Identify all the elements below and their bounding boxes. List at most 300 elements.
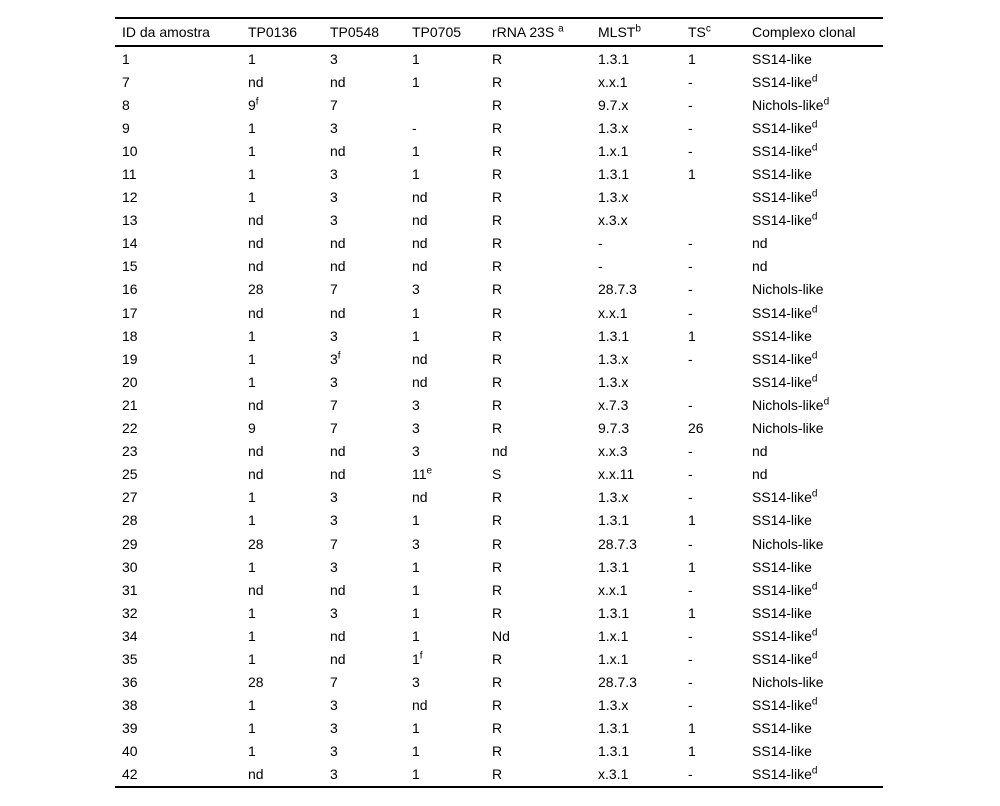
table-cell: 1 bbox=[412, 766, 420, 783]
table-cell: 1 bbox=[248, 119, 256, 136]
table-cell: 3 bbox=[330, 512, 338, 529]
table-row bbox=[115, 393, 883, 416]
table-cell: 1.3.x bbox=[598, 697, 629, 714]
table-body bbox=[115, 46, 883, 787]
table-cell: 3 bbox=[412, 396, 420, 413]
table-cell: 3 bbox=[330, 743, 338, 760]
table-row bbox=[115, 509, 883, 532]
table-cell: 1 bbox=[248, 720, 256, 737]
table-cell: 3 bbox=[330, 50, 338, 67]
table-cell: 1 bbox=[412, 604, 420, 621]
table-cell: - bbox=[688, 627, 693, 644]
table-cell: 1 bbox=[412, 512, 420, 529]
table-cell: 28 bbox=[122, 512, 138, 529]
table-cell: 1 bbox=[248, 350, 256, 367]
table-cell: 1 bbox=[248, 142, 256, 159]
table-cell: 1 bbox=[248, 558, 256, 575]
table-cell: R bbox=[492, 373, 503, 390]
table-header bbox=[115, 18, 883, 46]
column-header: Complexo clonal bbox=[752, 18, 883, 46]
table-cell: 1 bbox=[412, 581, 420, 598]
table-cell: R bbox=[492, 281, 503, 298]
table-cell: 9 bbox=[122, 119, 130, 136]
table-cell: 1 bbox=[688, 720, 696, 737]
table-cell: nd bbox=[752, 443, 768, 460]
table-cell: SS14-like$^d$ bbox=[752, 488, 818, 506]
table-cell: 28.7.3 bbox=[598, 281, 637, 298]
table-row bbox=[115, 46, 883, 70]
table-cell: 1 bbox=[248, 489, 256, 506]
superscript-footnote-marker: d bbox=[811, 142, 818, 154]
table-cell: 3 bbox=[412, 674, 420, 691]
table-row bbox=[115, 417, 883, 440]
table-row bbox=[115, 555, 883, 578]
column-header: MLST$^b$ bbox=[598, 18, 688, 46]
superscript-footnote-marker: d bbox=[811, 303, 818, 315]
table-cell: 3 bbox=[330, 697, 338, 714]
table-cell: 3 bbox=[330, 489, 338, 506]
table-cell: nd bbox=[330, 627, 346, 644]
table-cell: 1.3.1 bbox=[598, 50, 630, 67]
table-cell: 1.3.x bbox=[598, 489, 629, 506]
table-cell: SS14-like$^d$ bbox=[752, 350, 818, 367]
table-cell: 1.3.1 bbox=[598, 327, 630, 344]
table-cell: - bbox=[688, 304, 693, 321]
table-cell: SS14-like$^d$ bbox=[752, 373, 818, 390]
table-row bbox=[115, 578, 883, 601]
table-cell: 38 bbox=[122, 697, 138, 714]
table-cell: 1 bbox=[248, 743, 256, 760]
table-row bbox=[115, 370, 883, 393]
table-cell: - bbox=[688, 466, 693, 483]
table-cell: 1.x.1 bbox=[598, 650, 629, 667]
table-cell: 3 bbox=[330, 558, 338, 575]
table-cell: 1.3.x bbox=[598, 189, 629, 206]
table-cell: - bbox=[598, 235, 603, 252]
table-row bbox=[115, 486, 883, 509]
table-cell: 1 bbox=[688, 604, 696, 621]
table-cell: nd bbox=[330, 235, 346, 252]
table-cell: 1 bbox=[248, 327, 256, 344]
table-cell: 19 bbox=[122, 350, 138, 367]
table-cell: 3 bbox=[330, 327, 338, 344]
table-cell: 1 bbox=[248, 166, 256, 183]
table-cell: 7 bbox=[330, 281, 338, 298]
column-header: TP0136 bbox=[248, 18, 330, 46]
table-cell: SS14-like$^d$ bbox=[752, 765, 818, 783]
table-cell: nd bbox=[752, 235, 768, 252]
table-row bbox=[115, 624, 883, 647]
table-cell: 1 bbox=[412, 73, 420, 90]
table-cell: 1 bbox=[248, 604, 256, 621]
table-cell: nd bbox=[330, 443, 346, 460]
header-row bbox=[115, 18, 883, 46]
table-cell: R bbox=[492, 73, 503, 90]
table-cell: R bbox=[492, 235, 503, 252]
table-cell: 9 bbox=[248, 420, 256, 437]
table-cell: nd bbox=[330, 258, 346, 275]
table-cell: R bbox=[492, 535, 503, 552]
table-cell: nd bbox=[412, 212, 428, 229]
table-cell: 36 bbox=[122, 674, 138, 691]
table-cell: - bbox=[688, 142, 693, 159]
table-cell bbox=[688, 209, 752, 232]
table-cell: nd bbox=[248, 73, 264, 90]
table-cell: x.3.1 bbox=[598, 766, 629, 783]
table-row bbox=[115, 347, 883, 370]
table-cell: Nichols-like bbox=[752, 420, 824, 437]
superscript-footnote-marker: d bbox=[811, 188, 818, 200]
table-cell: 1 bbox=[412, 743, 420, 760]
superscript-footnote-marker: f bbox=[337, 350, 341, 362]
table-cell: SS14-like$^d$ bbox=[752, 581, 818, 598]
table-cell: nd bbox=[248, 766, 264, 783]
table-row bbox=[115, 671, 883, 694]
superscript-footnote-marker: d bbox=[811, 72, 818, 84]
table-cell: 17 bbox=[122, 304, 138, 321]
table-cell: SS14-like$^d$ bbox=[752, 627, 818, 644]
table-cell: nd bbox=[412, 189, 428, 206]
table-row bbox=[115, 209, 883, 232]
table-cell: - bbox=[688, 258, 693, 275]
table-row bbox=[115, 278, 883, 301]
table-cell: 3 bbox=[330, 720, 338, 737]
table-cell: - bbox=[688, 119, 693, 136]
table-cell: R bbox=[492, 189, 503, 206]
table-cell bbox=[688, 186, 752, 209]
table-cell: R bbox=[492, 743, 503, 760]
table-row bbox=[115, 694, 883, 717]
table-cell: 1.3.1 bbox=[598, 720, 630, 737]
column-header: $TS^c$ bbox=[688, 18, 752, 46]
table-cell: Nichols-like$^d$ bbox=[752, 396, 830, 413]
table-cell: - bbox=[598, 258, 603, 275]
table-cell: 1 bbox=[248, 627, 256, 644]
superscript-footnote-marker: b bbox=[635, 23, 641, 35]
table-cell: - bbox=[688, 73, 693, 90]
table-cell: 1 bbox=[688, 166, 696, 183]
table-cell: R bbox=[492, 258, 503, 275]
table-cell: 1.3.1 bbox=[598, 558, 630, 575]
table-cell: SS14-like bbox=[752, 558, 812, 575]
table-cell: 3 bbox=[412, 535, 420, 552]
table-row bbox=[115, 301, 883, 324]
table-cell: nd bbox=[248, 466, 264, 483]
table-cell: 1 bbox=[412, 720, 420, 737]
table-cell: nd bbox=[412, 258, 428, 275]
table-cell: 3 bbox=[412, 443, 420, 460]
table-cell: nd bbox=[248, 396, 264, 413]
table-cell: 1 bbox=[412, 627, 420, 644]
table-cell: - bbox=[688, 350, 693, 367]
table-cell: 8 bbox=[122, 96, 130, 113]
table-cell: - bbox=[688, 396, 693, 413]
table-cell: 1 bbox=[248, 512, 256, 529]
table-cell: 27 bbox=[122, 489, 138, 506]
table-cell: 10 bbox=[122, 142, 138, 159]
table-cell: SS14-like$^d$ bbox=[752, 188, 818, 206]
table-cell: R bbox=[492, 142, 503, 159]
table-cell: SS14-like bbox=[752, 50, 812, 67]
table-cell: nd bbox=[752, 466, 768, 483]
table-cell: 3$^f$ bbox=[330, 350, 341, 367]
table-cell: 7 bbox=[330, 396, 338, 413]
table-cell: 40 bbox=[122, 743, 138, 760]
table-cell: 1.3.1 bbox=[598, 166, 630, 183]
table-row bbox=[115, 601, 883, 624]
table-cell: - bbox=[688, 235, 693, 252]
table-row bbox=[115, 232, 883, 255]
table-cell: 35 bbox=[122, 650, 138, 667]
table-cell: SS14-like bbox=[752, 743, 812, 760]
superscript-footnote-marker: c bbox=[705, 23, 711, 35]
table-cell: - bbox=[688, 581, 693, 598]
table-cell: 3 bbox=[330, 212, 338, 229]
table-cell: 1 bbox=[248, 189, 256, 206]
table-cell: nd bbox=[752, 258, 768, 275]
table-cell: SS14-like$^d$ bbox=[752, 211, 818, 229]
table-cell: nd bbox=[412, 697, 428, 714]
table-cell: S bbox=[492, 466, 502, 483]
column-header: TP0548 bbox=[330, 18, 412, 46]
table-cell: 7 bbox=[122, 73, 130, 90]
table-cell: 1 bbox=[688, 327, 696, 344]
table-cell: - bbox=[688, 443, 693, 460]
table-cell: R bbox=[492, 489, 503, 506]
table-cell: 32 bbox=[122, 604, 138, 621]
table-cell: x.3.x bbox=[598, 212, 628, 229]
table-cell: nd bbox=[330, 73, 346, 90]
table-cell: - bbox=[688, 489, 693, 506]
table-cell: 1.x.1 bbox=[598, 142, 629, 159]
table-cell: R bbox=[492, 96, 503, 113]
table-cell: 1 bbox=[248, 650, 256, 667]
table-cell: SS14-like bbox=[752, 720, 812, 737]
superscript-footnote-marker: d bbox=[811, 581, 818, 593]
table-row bbox=[115, 162, 883, 185]
table-cell: x.7.3 bbox=[598, 396, 629, 413]
table-cell: 26 bbox=[688, 420, 704, 437]
table-cell: 9.7.3 bbox=[598, 420, 630, 437]
table-cell: R bbox=[492, 396, 503, 413]
table-cell: 7 bbox=[330, 420, 338, 437]
table-cell: nd bbox=[330, 650, 346, 667]
table-cell: nd bbox=[330, 304, 346, 321]
table-cell: R bbox=[492, 674, 503, 691]
table-row bbox=[115, 463, 883, 486]
table-cell: 1 bbox=[688, 50, 696, 67]
table-row bbox=[115, 186, 883, 209]
table-cell: 15 bbox=[122, 258, 138, 275]
table-cell: 1 bbox=[248, 50, 256, 67]
table-cell: 1 bbox=[688, 743, 696, 760]
superscript-footnote-marker: d bbox=[823, 396, 830, 408]
table-cell: 3 bbox=[330, 604, 338, 621]
table-cell: 7 bbox=[330, 96, 338, 113]
table-cell: nd bbox=[248, 581, 264, 598]
table-row bbox=[115, 717, 883, 740]
table-row bbox=[115, 116, 883, 139]
table-cell: 3 bbox=[412, 420, 420, 437]
table-cell: - bbox=[688, 535, 693, 552]
table-cell: nd bbox=[248, 304, 264, 321]
table-cell: 39 bbox=[122, 720, 138, 737]
table-cell: - bbox=[412, 119, 417, 136]
table-cell: 28 bbox=[248, 674, 264, 691]
table-cell: nd bbox=[330, 142, 346, 159]
table-cell: 3 bbox=[412, 281, 420, 298]
table-row bbox=[115, 70, 883, 93]
table-cell: 1.3.1 bbox=[598, 743, 630, 760]
column-header: TP0705 bbox=[412, 18, 492, 46]
table-cell: 1 bbox=[412, 327, 420, 344]
superscript-footnote-marker: d bbox=[811, 211, 818, 223]
superscript-footnote-marker: d bbox=[811, 627, 818, 639]
table-cell: 7 bbox=[330, 674, 338, 691]
table-cell: 21 bbox=[122, 396, 138, 413]
table-cell: 7 bbox=[330, 535, 338, 552]
table-cell: x.x.1 bbox=[598, 304, 628, 321]
table-cell: SS14-like bbox=[752, 327, 812, 344]
table-cell: Nichols-like bbox=[752, 674, 824, 691]
table-cell: Nichols-like bbox=[752, 535, 824, 552]
table-cell: SS14-like bbox=[752, 604, 812, 621]
table-cell: 30 bbox=[122, 558, 138, 575]
table-cell: SS14-like bbox=[752, 166, 812, 183]
table-cell: 1.3.1 bbox=[598, 512, 630, 529]
table-row bbox=[115, 255, 883, 278]
table-cell: 1 bbox=[688, 558, 696, 575]
table-cell: 3 bbox=[330, 189, 338, 206]
table-cell: R bbox=[492, 350, 503, 367]
table-cell: 20 bbox=[122, 373, 138, 390]
superscript-footnote-marker: e bbox=[426, 465, 433, 477]
table-cell: nd bbox=[330, 581, 346, 598]
table-row bbox=[115, 647, 883, 670]
table-cell: SS14-like$^d$ bbox=[752, 119, 818, 136]
table-cell: 1 bbox=[412, 166, 420, 183]
column-header: ID da amostra bbox=[115, 18, 248, 46]
table-cell: 11 bbox=[122, 166, 137, 183]
table-cell: R bbox=[492, 512, 503, 529]
table-cell: 3 bbox=[330, 373, 338, 390]
table-cell: - bbox=[688, 766, 693, 783]
table-cell: nd bbox=[248, 212, 264, 229]
table-row bbox=[115, 740, 883, 763]
table-cell: SS14-like$^d$ bbox=[752, 142, 818, 159]
table-row bbox=[115, 532, 883, 555]
table-cell: 1.3.x bbox=[598, 373, 629, 390]
table-cell: R bbox=[492, 604, 503, 621]
table-cell: - bbox=[688, 674, 693, 691]
table-cell: 1 bbox=[412, 304, 420, 321]
table-cell: R bbox=[492, 720, 503, 737]
table-cell: x.x.3 bbox=[598, 443, 628, 460]
table-cell: x.x.1 bbox=[598, 73, 628, 90]
table-cell: 3 bbox=[330, 166, 338, 183]
superscript-footnote-marker: d bbox=[811, 119, 818, 131]
table-cell: 1 bbox=[412, 142, 420, 159]
column-header: rRNA 23S $^a$ bbox=[492, 18, 598, 46]
table-cell: R bbox=[492, 50, 503, 67]
table-cell: - bbox=[688, 281, 693, 298]
table-cell bbox=[412, 93, 492, 116]
table-cell: nd bbox=[412, 489, 428, 506]
table-cell: Nd bbox=[492, 627, 510, 644]
table-cell: 28 bbox=[248, 281, 264, 298]
table-cell: 11e bbox=[412, 465, 433, 483]
table-cell: 3 bbox=[330, 119, 338, 136]
table-cell: 28.7.3 bbox=[598, 535, 637, 552]
table-cell: R bbox=[492, 166, 503, 183]
table-cell: SS14-like$^d$ bbox=[752, 696, 818, 714]
table-cell: R bbox=[492, 212, 503, 229]
table-cell: 16 bbox=[122, 281, 138, 298]
table-cell: 18 bbox=[122, 327, 138, 344]
table-cell: 29 bbox=[122, 535, 138, 552]
table-cell: 22 bbox=[122, 420, 138, 437]
superscript-footnote-marker: d bbox=[811, 650, 818, 662]
table-cell: x.x.11 bbox=[598, 466, 635, 483]
superscript-footnote-marker: a bbox=[558, 23, 564, 35]
table-cell: SS14-like bbox=[752, 512, 812, 529]
table-cell: Nichols-like bbox=[752, 281, 824, 298]
superscript-footnote-marker: d bbox=[811, 373, 818, 385]
table-cell: nd bbox=[330, 466, 346, 483]
table-cell: R bbox=[492, 650, 503, 667]
table-cell: 31 bbox=[122, 581, 138, 598]
table-row bbox=[115, 93, 883, 116]
table-cell: - bbox=[688, 697, 693, 714]
table-row bbox=[115, 440, 883, 463]
table-cell: nd bbox=[248, 258, 264, 275]
superscript-footnote-marker: f bbox=[255, 96, 259, 108]
superscript-footnote-marker: f bbox=[419, 650, 423, 662]
sample-genotyping-table bbox=[115, 17, 883, 788]
table-cell: 1.3.x bbox=[598, 350, 629, 367]
table-cell: nd bbox=[412, 350, 428, 367]
table-cell: 14 bbox=[122, 235, 138, 252]
table-cell: R bbox=[492, 766, 503, 783]
table-cell: R bbox=[492, 581, 503, 598]
table-cell: 1 bbox=[412, 558, 420, 575]
table-cell: - bbox=[688, 650, 693, 667]
superscript-footnote-marker: d bbox=[823, 96, 830, 108]
table-cell: R bbox=[492, 304, 503, 321]
table-cell: R bbox=[492, 697, 503, 714]
table-cell: 25 bbox=[122, 466, 138, 483]
table-cell bbox=[688, 370, 752, 393]
table-cell: 1$^f$ bbox=[412, 650, 423, 667]
table-cell: 9.7.x bbox=[598, 96, 629, 113]
table-cell: R bbox=[492, 558, 503, 575]
table-cell: 1 bbox=[412, 50, 420, 67]
table-row bbox=[115, 324, 883, 347]
table-cell: 1 bbox=[248, 697, 256, 714]
table-cell: 13 bbox=[122, 212, 138, 229]
table-cell: R bbox=[492, 420, 503, 437]
superscript-footnote-marker: d bbox=[811, 765, 818, 777]
table-cell: 9$^f$ bbox=[248, 96, 259, 113]
table-cell: 1 bbox=[122, 50, 130, 67]
table-cell: 1.3.1 bbox=[598, 604, 630, 621]
table-cell: SS14-like$^d$ bbox=[752, 650, 818, 667]
table-cell: R bbox=[492, 119, 503, 136]
table-cell: SS14-like$^d$ bbox=[752, 72, 818, 90]
table-cell: 3 bbox=[330, 766, 338, 783]
table-cell: 1.x.1 bbox=[598, 627, 629, 644]
table-cell: 12 bbox=[122, 189, 138, 206]
